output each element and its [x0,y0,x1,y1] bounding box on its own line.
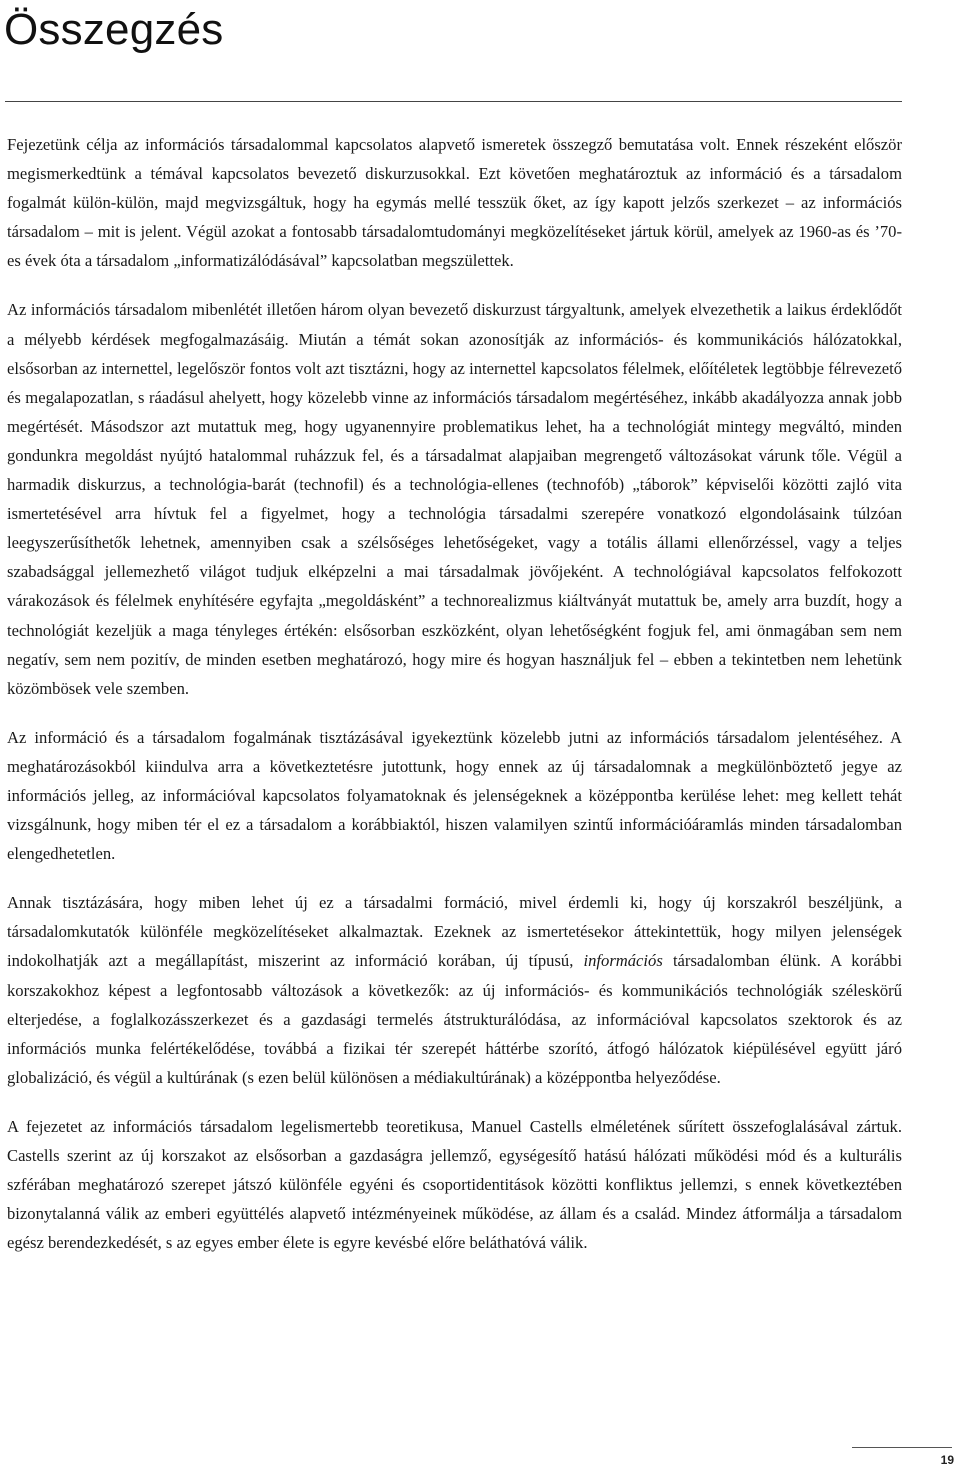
paragraph-5: A fejezetet az információs társadalom legelismertebb teoretikusa, Manuel Castells elméletének sűrített összefoglalásával zártuk. Castells szerint az új korszakot az elsősorban a gazdaságra jellemző, egységesítő hatású hálózati működési mód és a kulturális szférában meghatározó szerepet játszó különféle egyéni és csoportidentitások közötti konfliktus jellemzi, s ennek következtében bizonytalanná válik az emberi együttélés alapvető intézményeinek működése, az állam és a család. Mindez átformálja a társadalom egész berendezkedését, s az egyes ember élete is egyre kevésbé előre beláthatóvá válik. [7,1116,902,1253]
footer-divider [852,1447,952,1448]
page-number: 19 [940,1453,954,1467]
paragraph-1: Fejezetünk célja az információs társadalommal kapcsolatos alapvető ismeretek összegző bemutatása volt. Ennek részeként először megismerkedtünk a témával kapcsolatos bevezető diskurzusokkal. Ezt követően meghatároztuk az információ és a társadalom fogalmát külön-külön, majd megvizsgáltuk, hogy ha egymás mellé tesszük őket, az így kapott jelzős szerkezet – az információs társadalom – mit is jelent. Végül azokat a fontosabb társadalomtudományi megközelítéseket jártuk körül, amelyek az 1960-as és ’70-es évek óta a társadalom „informatizálódásával” kapcsolatban megszülettek. [7,135,902,271]
paragraph-4-after: társadalomban élünk. A korábbi korszakokhoz képest a legfontosabb változások a következők: az új információs- és kommunikációs technológiák széleskörű elterjedése, a foglalkozásszerkezet és a gazdasági termelés átstrukturálódása, az információval kapcsolatos szektorok és az információs munka felértékelődése, továbbá a fizikai tér szerepét háttérbe szorító, átfogó hálózatok kiépülésével együtt járó globalizáció, és végül a kultúrának (s ezen belül különösen a médiakultúrának) a középpontba helyeződése. [7,951,902,1087]
paragraph-3: Az információ és a társadalom fogalmának tisztázásával igyekeztünk közelebb jutni az információs társadalom jelentéséhez. A meghatározásokból kiindulva arra a következtetésre jutottunk, hogy ennek az új társadalomnak a megkülönböztető jegye az információs jelleg, az információval kapcsolatos folyamatoknak és jelenségeknek a középpontba kerülése lehet: meg kellett tehát vizsgálnunk, hogy miben tér el ez a társadalom a korábbiaktól, hiszen valamilyen szintű információáramlás minden társadalomban elengedhetetlen. [7,727,902,864]
title-divider [5,101,902,102]
summary-body [7,130,902,1257]
paragraph-2: Az információs társadalom mibenlétét illetően három olyan bevezető diskurzust tárgyaltunk, amelyek elvezethetik a laikus érdeklődőt a mélyebb kérdések megfogalmazásáig. Miután a témát sokan azonosítják az információs- és kommunikációs hálózatokkal, elsősorban az internettel, legelőször fontos volt azt tisztázni, hogy az internettel kapcsolatos félelmek, előítéletek legtöbbje félrevezető és megalapozatlan, s ráadásul ahelyett, hogy közelebb vinne az információs társadalom megértéséhez, inkább akadályozza annak jobb megértését. Másodszor azt mutattuk meg, hogy ugyanennyire problematikus lehet, ha a technológiát mintegy megváltó, minden gondunkra megoldást nyújtó hatalommal ruházzuk fel, és a társadalmat alapjaiban megrengető változásokat várunk tőle. Végül a harmadik diskurzus, a technológia-barát (technofil) és a technológia-ellenes (technofób) „táborok” képviselői közötti zajló vita ismertetésével arra hívtuk fel a figyelmet, hogy a technológia társadalmi szerepére vonatkozó elgondolásaink túlzóan leegyszerűsíthetők lehetnek, amennyiben csak a szélsőséges lehetőségeket, vagy a totális állami ellenőrzéssel, vagy a teljes szabadsággal jellemezhető világot tudjuk elképzelni a mai társadalmak jövőjeként. A technológiával kapcsolatos felfokozott várakozások és félelmek enyhítésére egyfajta „megoldásként” a technorealizmus kiáltványát mutattuk be, amely arra buzdít, hogy a technológiát kezeljük a maga tényleges értékén: elsősorban eszközként, olyan lehetőségként fogjuk fel, ami önmagában sem nem negatív, sem nem pozitív, de minden esetben meghatározó, hogy mire és hogyan használjuk fel – ebben a tekintetben nem lehetünk közömbösek vele szemben. [7,300,902,698]
paragraph-4-emphasis: információs [583,951,663,971]
page-title: Összegzés [4,5,224,54]
paragraph-4-before: Annak tisztázására, hogy miben lehet új ez a társadalmi formáció, mivel érdemli ki, hogy új korszakról beszéljünk, a társadalomkutatók különféle megközelítéseket alkalmaztak. Ezeknek az ismertetésekor áttekintettük, hogy milyen jelenségek indokolhatják azt a megállapítást, miszerint az információ korában, új típusú, [7,893,902,971]
paragraph-4 [7,888,902,1092]
